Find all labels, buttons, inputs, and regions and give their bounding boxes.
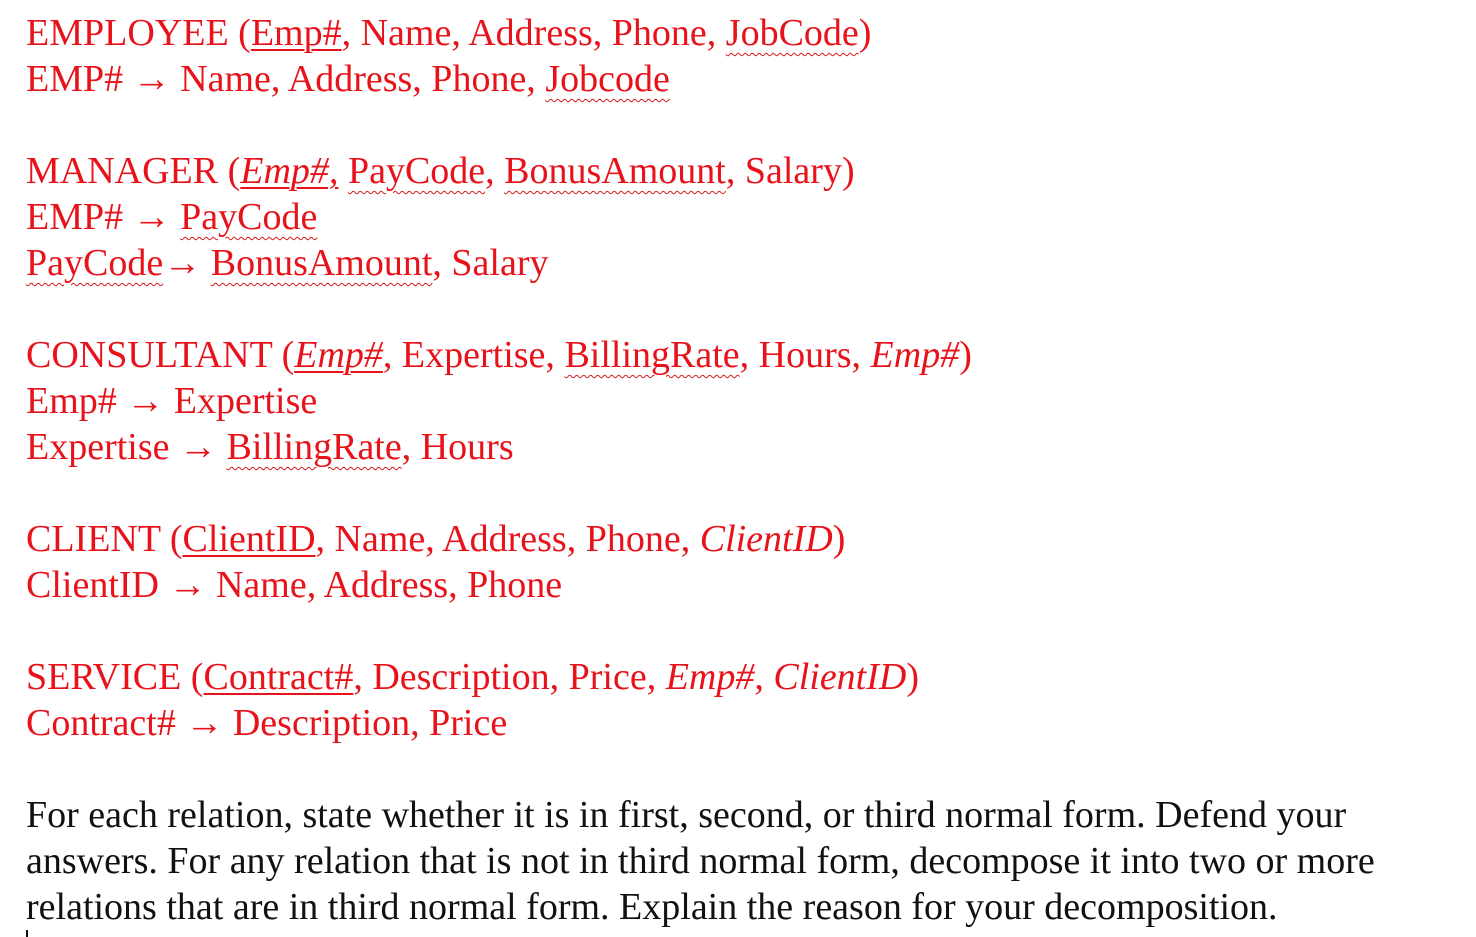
relation-heading xyxy=(26,332,1466,378)
relation-heading xyxy=(26,148,1466,194)
text-segment: SERVICE ( xyxy=(26,656,204,698)
text-segment: ) xyxy=(832,518,846,560)
blank-line xyxy=(26,470,1466,516)
misspelled-word: BillingRate xyxy=(564,334,740,376)
blank-line xyxy=(26,608,1466,654)
misspelled-word: PayCode xyxy=(26,242,164,284)
relation-block xyxy=(26,148,1466,286)
text-segment: Emp# → Expertise xyxy=(26,380,318,422)
misspelled-word: BonusAmount xyxy=(504,150,726,192)
text-segment: Emp# xyxy=(870,334,960,376)
misspelled-word: BonusAmount xyxy=(210,242,433,284)
text-segment xyxy=(338,150,348,192)
text-segment: Emp#, ClientID xyxy=(665,656,907,698)
blank-line xyxy=(26,746,1466,792)
text-segment: ) xyxy=(959,334,972,376)
relation-heading xyxy=(26,516,1466,562)
text-segment: → xyxy=(163,242,211,284)
text-segment: , Salary) xyxy=(725,150,855,192)
text-segment: MANAGER ( xyxy=(26,150,241,192)
misspelled-word: Jobcode xyxy=(545,58,670,100)
relation-block xyxy=(26,332,1466,470)
question-paragraph: For each relation, state whether it is in first, second, or third normal form. Defend your answers. For any relation that is not in third normal form, decompose it into two or more relations that are in third normal form. Explain the reason for your decomposition. xyxy=(26,794,1375,928)
misspelled-word: BillingRate xyxy=(226,426,402,468)
text-segment: , Name, Address, Phone, xyxy=(315,518,700,560)
misspelled-word: PayCode xyxy=(347,150,486,192)
text-segment: ) xyxy=(858,12,872,54)
blank-line xyxy=(26,102,1466,148)
text-segment: , xyxy=(485,150,505,192)
relation-block xyxy=(26,654,1466,746)
text-segment: ClientID → Name, Address, Phone xyxy=(26,564,563,606)
functional-dependency xyxy=(26,194,1466,240)
text-segment: Contract# → Description, Price xyxy=(26,702,508,744)
text-cursor xyxy=(26,930,28,937)
text-segment: ClientID xyxy=(182,518,316,560)
blank-line xyxy=(26,286,1466,332)
text-segment: , Hours xyxy=(401,426,514,468)
text-segment: CONSULTANT ( xyxy=(26,334,295,376)
text-segment: , Salary xyxy=(432,242,549,284)
text-segment: ClientID xyxy=(699,518,833,560)
functional-dependency xyxy=(26,56,1466,102)
text-segment: Emp# xyxy=(294,334,383,376)
misspelled-word: PayCode xyxy=(180,196,318,238)
text-segment: CLIENT ( xyxy=(26,518,183,560)
text-segment: Contract# xyxy=(203,656,354,698)
text-segment: Emp#, xyxy=(240,150,339,192)
text-segment: Emp# xyxy=(250,12,342,54)
text-segment: , Expertise, xyxy=(382,334,565,376)
functional-dependency xyxy=(26,700,1466,746)
functional-dependency xyxy=(26,378,1466,424)
relation-block xyxy=(26,10,1466,102)
relation-heading xyxy=(26,654,1466,700)
text-segment: EMP# → xyxy=(26,196,181,238)
text-segment: EMP# → Name, Address, Phone, xyxy=(26,58,546,100)
relation-heading xyxy=(26,10,1466,56)
text-segment: Expertise → xyxy=(26,426,227,468)
text-segment: , Description, Price, xyxy=(353,656,666,698)
text-segment: , Hours, xyxy=(739,334,871,376)
text-segment: ) xyxy=(906,656,919,698)
functional-dependency xyxy=(26,562,1466,608)
misspelled-word: JobCode xyxy=(725,12,859,54)
functional-dependency xyxy=(26,240,1466,286)
document-body[interactable] xyxy=(26,10,1466,930)
relation-block xyxy=(26,516,1466,608)
functional-dependency xyxy=(26,424,1466,470)
text-segment: , Name, Address, Phone, xyxy=(341,12,726,54)
text-segment: EMPLOYEE ( xyxy=(26,12,251,54)
